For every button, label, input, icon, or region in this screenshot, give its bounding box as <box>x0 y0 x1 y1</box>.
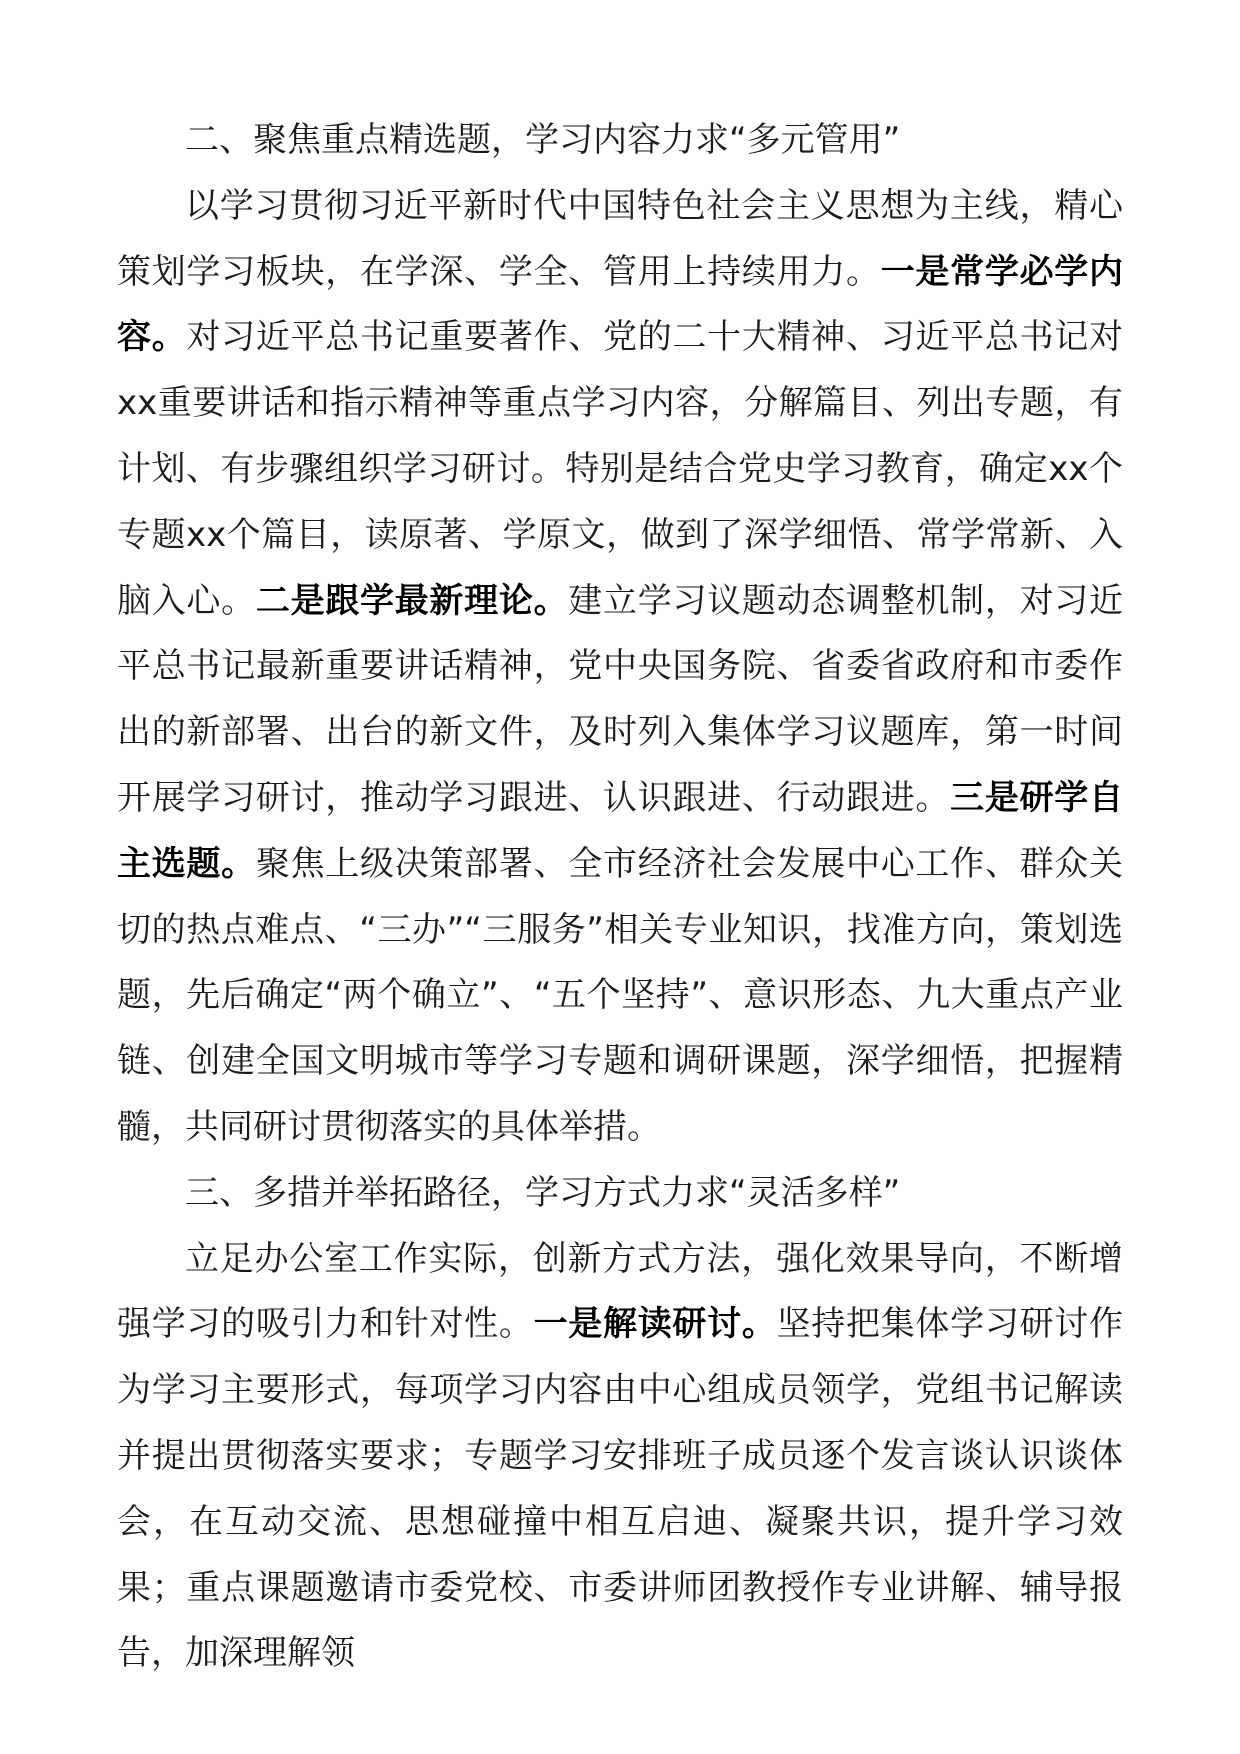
point-text: 对习近平总书记重要著作、党的二十大精神、习近平总书记对xx重要讲话和指示精神等重点学习内容，分解篇目、列出专题，有计划、有步骤组织学习研讨。特别是结合党史学习教育，确定xx个专题xx个篇目，读原著、学原文，做到了深学细悟、常学常新、入脑入心。 <box>117 317 1124 621</box>
paragraph-lead: 以学习贯彻习近平新时代中国特色社会主义思想为主线，精心策划学习板块，在学深、学全、管用上持续用力。 <box>117 185 1123 292</box>
point-text: 聚焦上级决策部署、全市经济社会发展中心工作、群众关切的热点难点、“三办”“三服务”相关专业知识，找准方向，策划选题，先后确定“两个确立”、“五个坚持”、意识形态、九大重点产业链、创建全国文明城市等学习专题和调研课题，深学细悟，把握精髓，共同研讨贯彻落实的具体举措。 <box>117 843 1124 1147</box>
point-label: 一是常学必学内容。 <box>117 251 1124 358</box>
document-page <box>117 108 1123 1687</box>
section-heading-3: 三、多措并举拓路径，学习方式力求“灵活多样” <box>185 1172 901 1213</box>
point-text: 建立学习议题动态调整机制，对习近平总书记最新重要讲话精神，党中央国务院、省委省政府和市委作出的新部署、出台的新文件，及时列入集体学习议题库，第一时间开展学习研讨，推动学习跟进、认识跟进、行动跟进。 <box>117 580 1124 818</box>
section-paragraph-2 <box>117 174 1123 1161</box>
section-heading-2: 二、聚焦重点精选题，学习内容力求“多元管用” <box>185 120 901 160</box>
paragraph-lead: 立足办公室工作实际，创新方式方法，强化效果导向，不断增强学习的吸引力和针对性。 <box>117 1238 1123 1345</box>
point-label: 三是研学自主选题。 <box>117 777 1124 884</box>
point-label: 一是解读研讨。 <box>533 1304 777 1345</box>
point-text: 坚持把集体学习研讨作为学习主要形式，每项学习内容由中心组成员领学，党组书记解读并提出贯彻落实要求；专题学习安排班子成员逐个发言谈认识谈体会，在互动交流、思想碰撞中相互启迪、凝聚共识，提升学习效果；重点课题邀请市委党校、市委讲师团教授作专业讲解、辅导报告，加深理解领 <box>117 1304 1124 1674</box>
section-paragraph-3 <box>117 1227 1123 1688</box>
point-label: 二是跟学最新理论。 <box>255 580 569 621</box>
